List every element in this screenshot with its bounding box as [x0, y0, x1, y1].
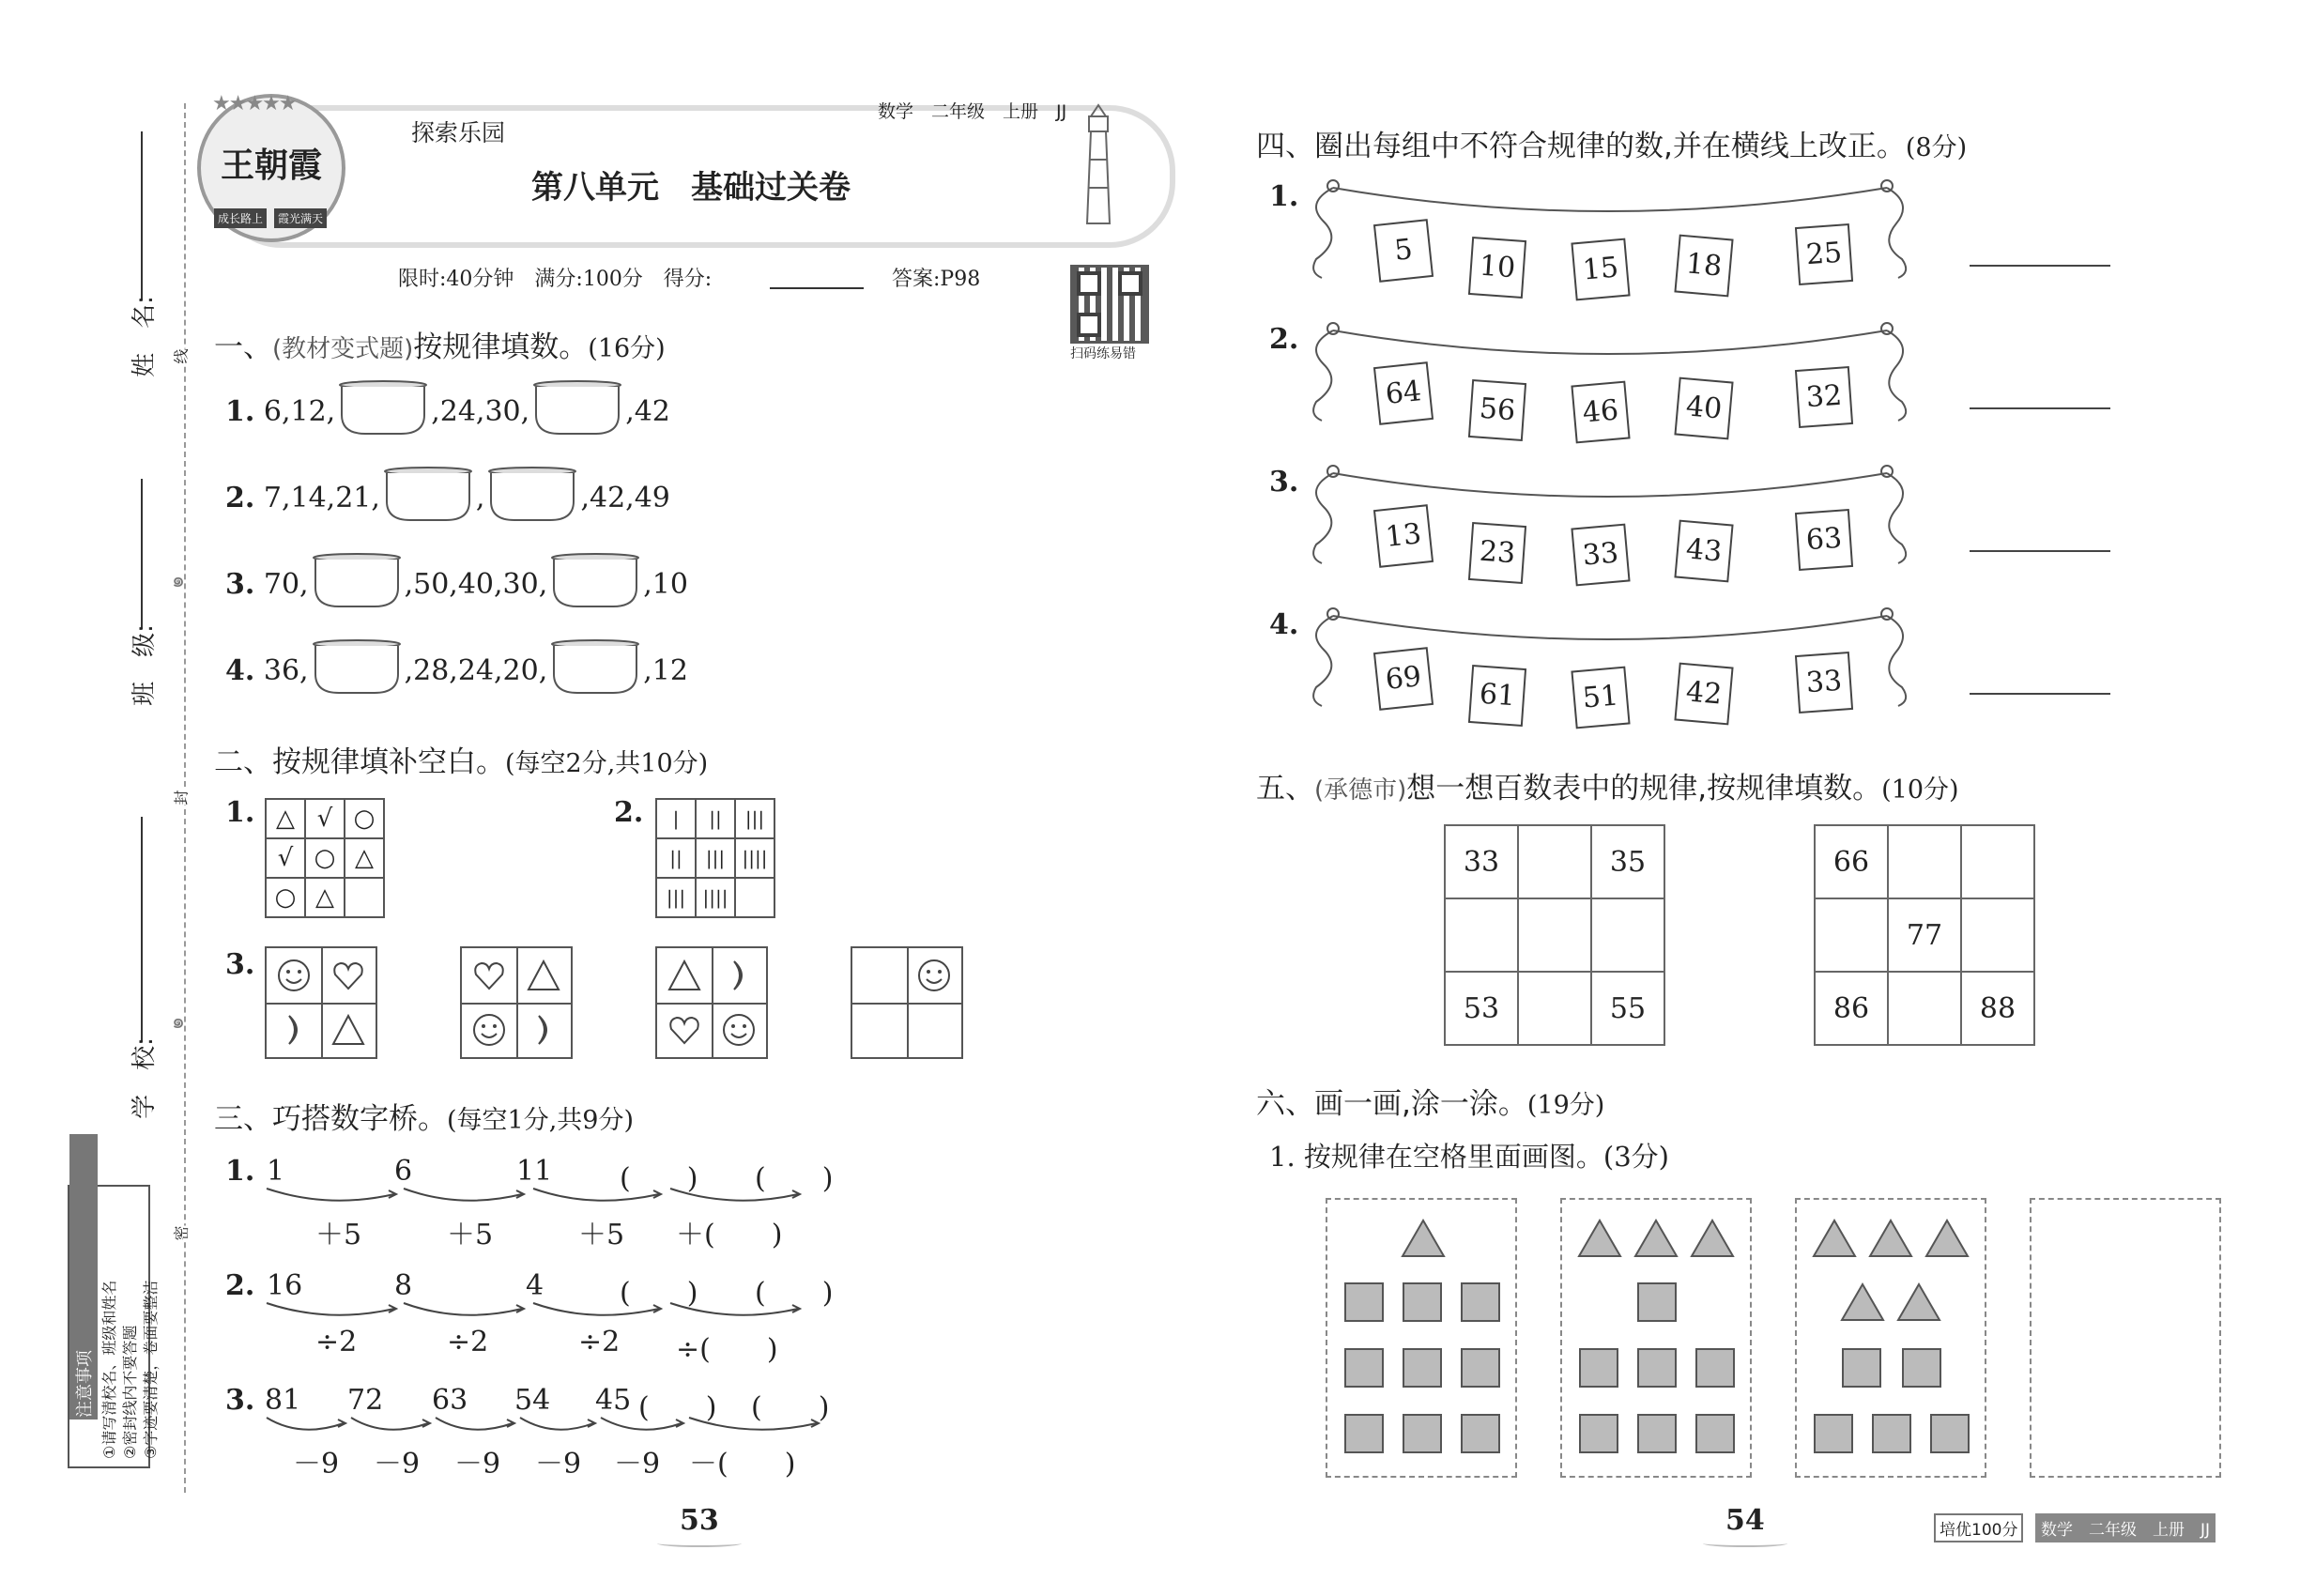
answer-bowl[interactable] — [382, 466, 474, 522]
s3-question-3-number: 3. — [225, 1384, 255, 1417]
s2-question-3-number: 3. — [225, 948, 255, 981]
square-icon — [1637, 1282, 1677, 1322]
bridge-number: 63 — [432, 1384, 468, 1417]
square-icon — [1842, 1348, 1881, 1388]
s1-question-1: 1. 6,12, ,24,30, ,42 — [225, 385, 670, 441]
bridge-number: 81 — [265, 1384, 301, 1417]
star-icon: ★★★★★ — [212, 92, 296, 115]
page-number-left: 53 — [680, 1504, 719, 1537]
triangle-icon — [1868, 1219, 1913, 1258]
s4-group-4-number: 4. — [1269, 608, 1299, 641]
cut-mark-dense: 密 — [170, 1225, 192, 1240]
school-label: 学 校: — [130, 1037, 159, 1119]
number-card[interactable]: 32 — [1795, 366, 1853, 428]
moon-icon — [526, 1012, 561, 1048]
cut-mark-line: 线 — [170, 348, 192, 363]
correction-line[interactable] — [1970, 407, 2110, 409]
number-card[interactable]: 33 — [1795, 652, 1853, 714]
bridge-blank[interactable]: ( ) — [755, 1162, 834, 1195]
blank-cell[interactable] — [1888, 972, 1961, 1045]
pattern-box-2 — [1560, 1198, 1752, 1478]
bridge-number: 11 — [516, 1155, 553, 1188]
number-card[interactable]: 42 — [1674, 663, 1733, 726]
number-card[interactable]: 43 — [1674, 520, 1733, 583]
square-icon — [1930, 1414, 1970, 1453]
blank-cell[interactable] — [1815, 898, 1888, 972]
square-icon — [1461, 1348, 1500, 1388]
number-card[interactable]: 15 — [1571, 238, 1630, 301]
triangle-icon — [667, 958, 702, 993]
class-blank-line — [141, 479, 143, 629]
s2-shape-grid-b — [460, 946, 573, 1059]
s3-question-1-number: 1. — [225, 1155, 255, 1188]
s6-question-1: 1. 按规律在空格里面画图。(3分) — [1269, 1141, 1669, 1173]
s3-question-2-number: 2. — [225, 1269, 255, 1302]
triangle-icon — [1896, 1282, 1941, 1322]
notice-item: ②密封线内不要答题 — [121, 1325, 139, 1459]
brand-logo — [197, 94, 345, 242]
square-icon — [1461, 1282, 1500, 1322]
moon-icon — [276, 1012, 312, 1048]
bridge-operation[interactable]: ＋( ) — [676, 1219, 783, 1251]
s1-question-3: 3. 70, ,50,40,30, ,10 — [225, 558, 688, 614]
correction-line[interactable] — [1970, 693, 2110, 695]
number-card[interactable]: 46 — [1571, 381, 1630, 444]
bridge-operation: －9 — [614, 1448, 661, 1481]
triangle-icon — [1840, 1282, 1885, 1322]
blank-cell[interactable] — [1888, 825, 1961, 898]
smiley-icon — [721, 1012, 757, 1048]
section-1-title: 一、(教材变式题)按规律填数。(16分) — [214, 330, 666, 364]
s2-shape-grid-d — [851, 946, 963, 1059]
triangle-icon — [1924, 1219, 1970, 1258]
page-title: 第八单元 基础过关卷 — [531, 169, 851, 207]
triangle-icon — [330, 1012, 366, 1048]
bridge-operation: ÷2 — [578, 1326, 621, 1358]
number-card[interactable]: 63 — [1795, 509, 1853, 571]
bridge-operation: ÷2 — [447, 1326, 489, 1358]
number-card[interactable]: 5 — [1373, 219, 1434, 283]
pattern-box-1 — [1326, 1198, 1517, 1478]
square-icon — [1403, 1348, 1442, 1388]
blank-cell[interactable] — [1518, 825, 1591, 898]
notice-box — [68, 1185, 160, 1468]
triangle-icon — [1633, 1219, 1679, 1258]
school-blank-line — [141, 817, 143, 1042]
bridge-operation: ＋5 — [315, 1219, 362, 1251]
lighthouse-icon — [1080, 103, 1117, 225]
section-5-title: 五、(承德市)想一想百数表中的规律,按规律填数。(10分) — [1256, 772, 1959, 806]
blank-cell[interactable] — [909, 1005, 961, 1057]
blank-cell[interactable] — [1961, 825, 2034, 898]
triangle-icon — [1401, 1219, 1446, 1258]
number-card[interactable]: 18 — [1674, 235, 1733, 298]
bridge-operation: －9 — [293, 1448, 340, 1481]
square-icon — [1344, 1282, 1384, 1322]
bridge-operation: ＋5 — [447, 1219, 494, 1251]
correction-line[interactable] — [1970, 550, 2110, 552]
section-2-title: 二、按规律填补空白。(每空2分,共10分) — [214, 745, 709, 779]
square-icon — [1579, 1414, 1618, 1453]
number-card[interactable]: 56 — [1468, 379, 1526, 441]
number-card[interactable]: 33 — [1571, 524, 1630, 587]
correction-line[interactable] — [1970, 265, 2110, 267]
section-6-title: 六、画一画,涂一涂。(19分) — [1256, 1087, 1605, 1121]
s4-group-2-number: 2. — [1269, 323, 1299, 356]
s2-question-2-number: 2. — [614, 796, 644, 829]
heart-icon — [471, 958, 507, 993]
square-icon — [1902, 1348, 1941, 1388]
s2-question-1-number: 1. — [225, 796, 255, 829]
smiley-icon — [276, 958, 312, 993]
square-icon — [1403, 1414, 1442, 1453]
number-card[interactable]: 10 — [1468, 237, 1526, 299]
triangle-icon — [1812, 1219, 1857, 1258]
brand-tag: 霞光满天 — [274, 208, 327, 228]
name-blank-line — [141, 131, 143, 300]
bridge-number: 45 — [595, 1384, 632, 1417]
blank-cell[interactable] — [852, 948, 907, 1003]
answer-bowl[interactable] — [549, 552, 641, 608]
number-card[interactable]: 61 — [1468, 665, 1526, 727]
qr-label: 扫码练易错 — [1070, 346, 1136, 361]
bridge-operation: －9 — [374, 1448, 421, 1481]
page-number-right: 54 — [1725, 1504, 1765, 1537]
square-icon — [1344, 1414, 1384, 1453]
answer-bowl[interactable] — [311, 638, 403, 695]
bridge-operation: ÷2 — [315, 1326, 358, 1358]
blank-cell[interactable] — [1445, 898, 1518, 972]
name-label: 姓 名: — [130, 296, 159, 377]
bridge-arcs — [263, 1299, 826, 1327]
footer-brand: 培优100分 — [1934, 1513, 2023, 1542]
bridge-blank[interactable]: ( ) — [751, 1391, 830, 1424]
notice-title: 注意事项 — [69, 1134, 98, 1420]
number-card[interactable]: 51 — [1571, 667, 1630, 729]
page-ornament-icon — [657, 1540, 742, 1547]
binding-swirl-icon: ๑ — [172, 569, 185, 592]
bridge-number: 6 — [394, 1155, 413, 1188]
bridge-number: 72 — [347, 1384, 384, 1417]
section-3-title: 三、巧搭数字桥。(每空1分,共9分) — [214, 1102, 635, 1136]
answer-ref: 答案:P98 — [892, 268, 981, 291]
square-icon — [1579, 1348, 1618, 1388]
class-label: 班 级: — [130, 624, 159, 706]
blank-cell[interactable] — [852, 1005, 907, 1057]
square-icon — [1695, 1348, 1735, 1388]
answer-bowl[interactable] — [337, 379, 429, 436]
triangle-icon — [1690, 1219, 1735, 1258]
bridge-number: 16 — [267, 1269, 303, 1302]
s2-grid-2: | || ||| || ||| |||| ||| |||| — [655, 798, 775, 918]
square-icon — [1637, 1348, 1677, 1388]
blank-cell[interactable] — [345, 878, 384, 917]
brand-name: 王朝霞 — [220, 146, 322, 185]
bridge-blank[interactable]: ( ) — [620, 1277, 698, 1310]
s2-shape-grid-a — [265, 946, 377, 1059]
s2-grid-1: △ √ ○ √ ○ △ ○ △ — [265, 798, 385, 918]
square-icon — [1695, 1414, 1735, 1453]
series-label: 探索乐园 — [411, 119, 506, 146]
triangle-icon — [526, 958, 561, 993]
number-card[interactable]: 64 — [1373, 361, 1434, 425]
cut-mark-seal: 封 — [170, 790, 192, 805]
number-card[interactable]: 13 — [1373, 504, 1434, 568]
blank-cell[interactable] — [1591, 898, 1664, 972]
answer-bowl[interactable] — [549, 638, 641, 695]
heart-icon — [667, 1012, 702, 1048]
bridge-blank[interactable]: ( ) — [755, 1277, 834, 1310]
bridge-arcs — [263, 1414, 826, 1442]
page-ornament-icon — [1703, 1540, 1787, 1547]
blank-cell[interactable] — [1518, 898, 1591, 972]
number-card[interactable]: 23 — [1468, 522, 1526, 584]
bridge-operation: ＋5 — [578, 1219, 625, 1251]
answer-bowl[interactable] — [311, 552, 403, 608]
s2-shape-grid-c — [655, 946, 768, 1059]
bridge-number: 8 — [394, 1269, 413, 1302]
square-icon — [1403, 1282, 1442, 1322]
bridge-arcs — [263, 1185, 826, 1213]
pattern-box-3 — [1795, 1198, 1986, 1478]
bridge-number: 54 — [514, 1384, 551, 1417]
bridge-number: 4 — [526, 1269, 544, 1302]
smiley-icon — [916, 958, 952, 993]
square-icon — [1637, 1414, 1677, 1453]
number-card[interactable]: 69 — [1373, 647, 1434, 711]
heart-icon — [330, 958, 366, 993]
number-card[interactable]: 25 — [1795, 223, 1853, 285]
brand-tag: 成长路上 — [214, 208, 267, 228]
notice-item: ①请写清校名、班级和姓名 — [100, 1280, 118, 1459]
number-card[interactable]: 40 — [1674, 377, 1733, 440]
pattern-box-4-answer[interactable] — [2030, 1198, 2221, 1478]
bridge-operation[interactable]: －( ) — [689, 1448, 796, 1481]
bridge-blank[interactable]: ( ) — [620, 1162, 698, 1195]
answer-bowl[interactable] — [486, 466, 578, 522]
hundred-chart-2: 66 77 86 88 — [1814, 824, 2035, 1046]
s4-group-1-number: 1. — [1269, 180, 1299, 213]
square-icon — [1344, 1348, 1384, 1388]
s4-group-3-number: 3. — [1269, 466, 1299, 499]
bridge-operation: －9 — [535, 1448, 582, 1481]
square-icon — [1872, 1414, 1911, 1453]
square-icon — [1814, 1414, 1853, 1453]
s1-question-2: 2. 7,14,21, , ,42,49 — [225, 471, 670, 528]
blank-cell[interactable] — [735, 878, 774, 917]
s1-question-4: 4. 36, ,28,24,20, ,12 — [225, 644, 688, 700]
exam-info: 限时:40分钟 满分:100分 得分: — [398, 268, 713, 291]
bridge-operation[interactable]: ÷( ) — [676, 1333, 778, 1366]
binding-swirl-icon: ๑ — [172, 1010, 185, 1034]
footer-book-info: 数学 二年级 上册 JJ — [2035, 1513, 2216, 1542]
notice-item: ③字迹要清楚，卷面要整洁 — [142, 1280, 160, 1459]
moon-icon — [721, 958, 757, 993]
triangle-icon — [1577, 1219, 1622, 1258]
square-icon — [1461, 1414, 1500, 1453]
qr-code-icon[interactable] — [1070, 265, 1149, 344]
answer-bowl[interactable] — [531, 379, 623, 436]
bridge-operation: －9 — [454, 1448, 501, 1481]
book-meta: 数学 二年级 上册 JJ — [878, 101, 1067, 122]
smiley-icon — [471, 1012, 507, 1048]
hundred-chart-1: 33 35 53 55 — [1444, 824, 1665, 1046]
section-4-title: 四、圈出每组中不符合规律的数,并在横线上改正。(8分) — [1256, 130, 1968, 163]
blank-cell[interactable] — [1518, 972, 1591, 1045]
bridge-number: 1 — [267, 1155, 285, 1188]
blank-cell[interactable] — [1961, 898, 2034, 972]
score-blank — [770, 287, 864, 289]
bridge-blank[interactable]: ( ) — [638, 1391, 717, 1424]
